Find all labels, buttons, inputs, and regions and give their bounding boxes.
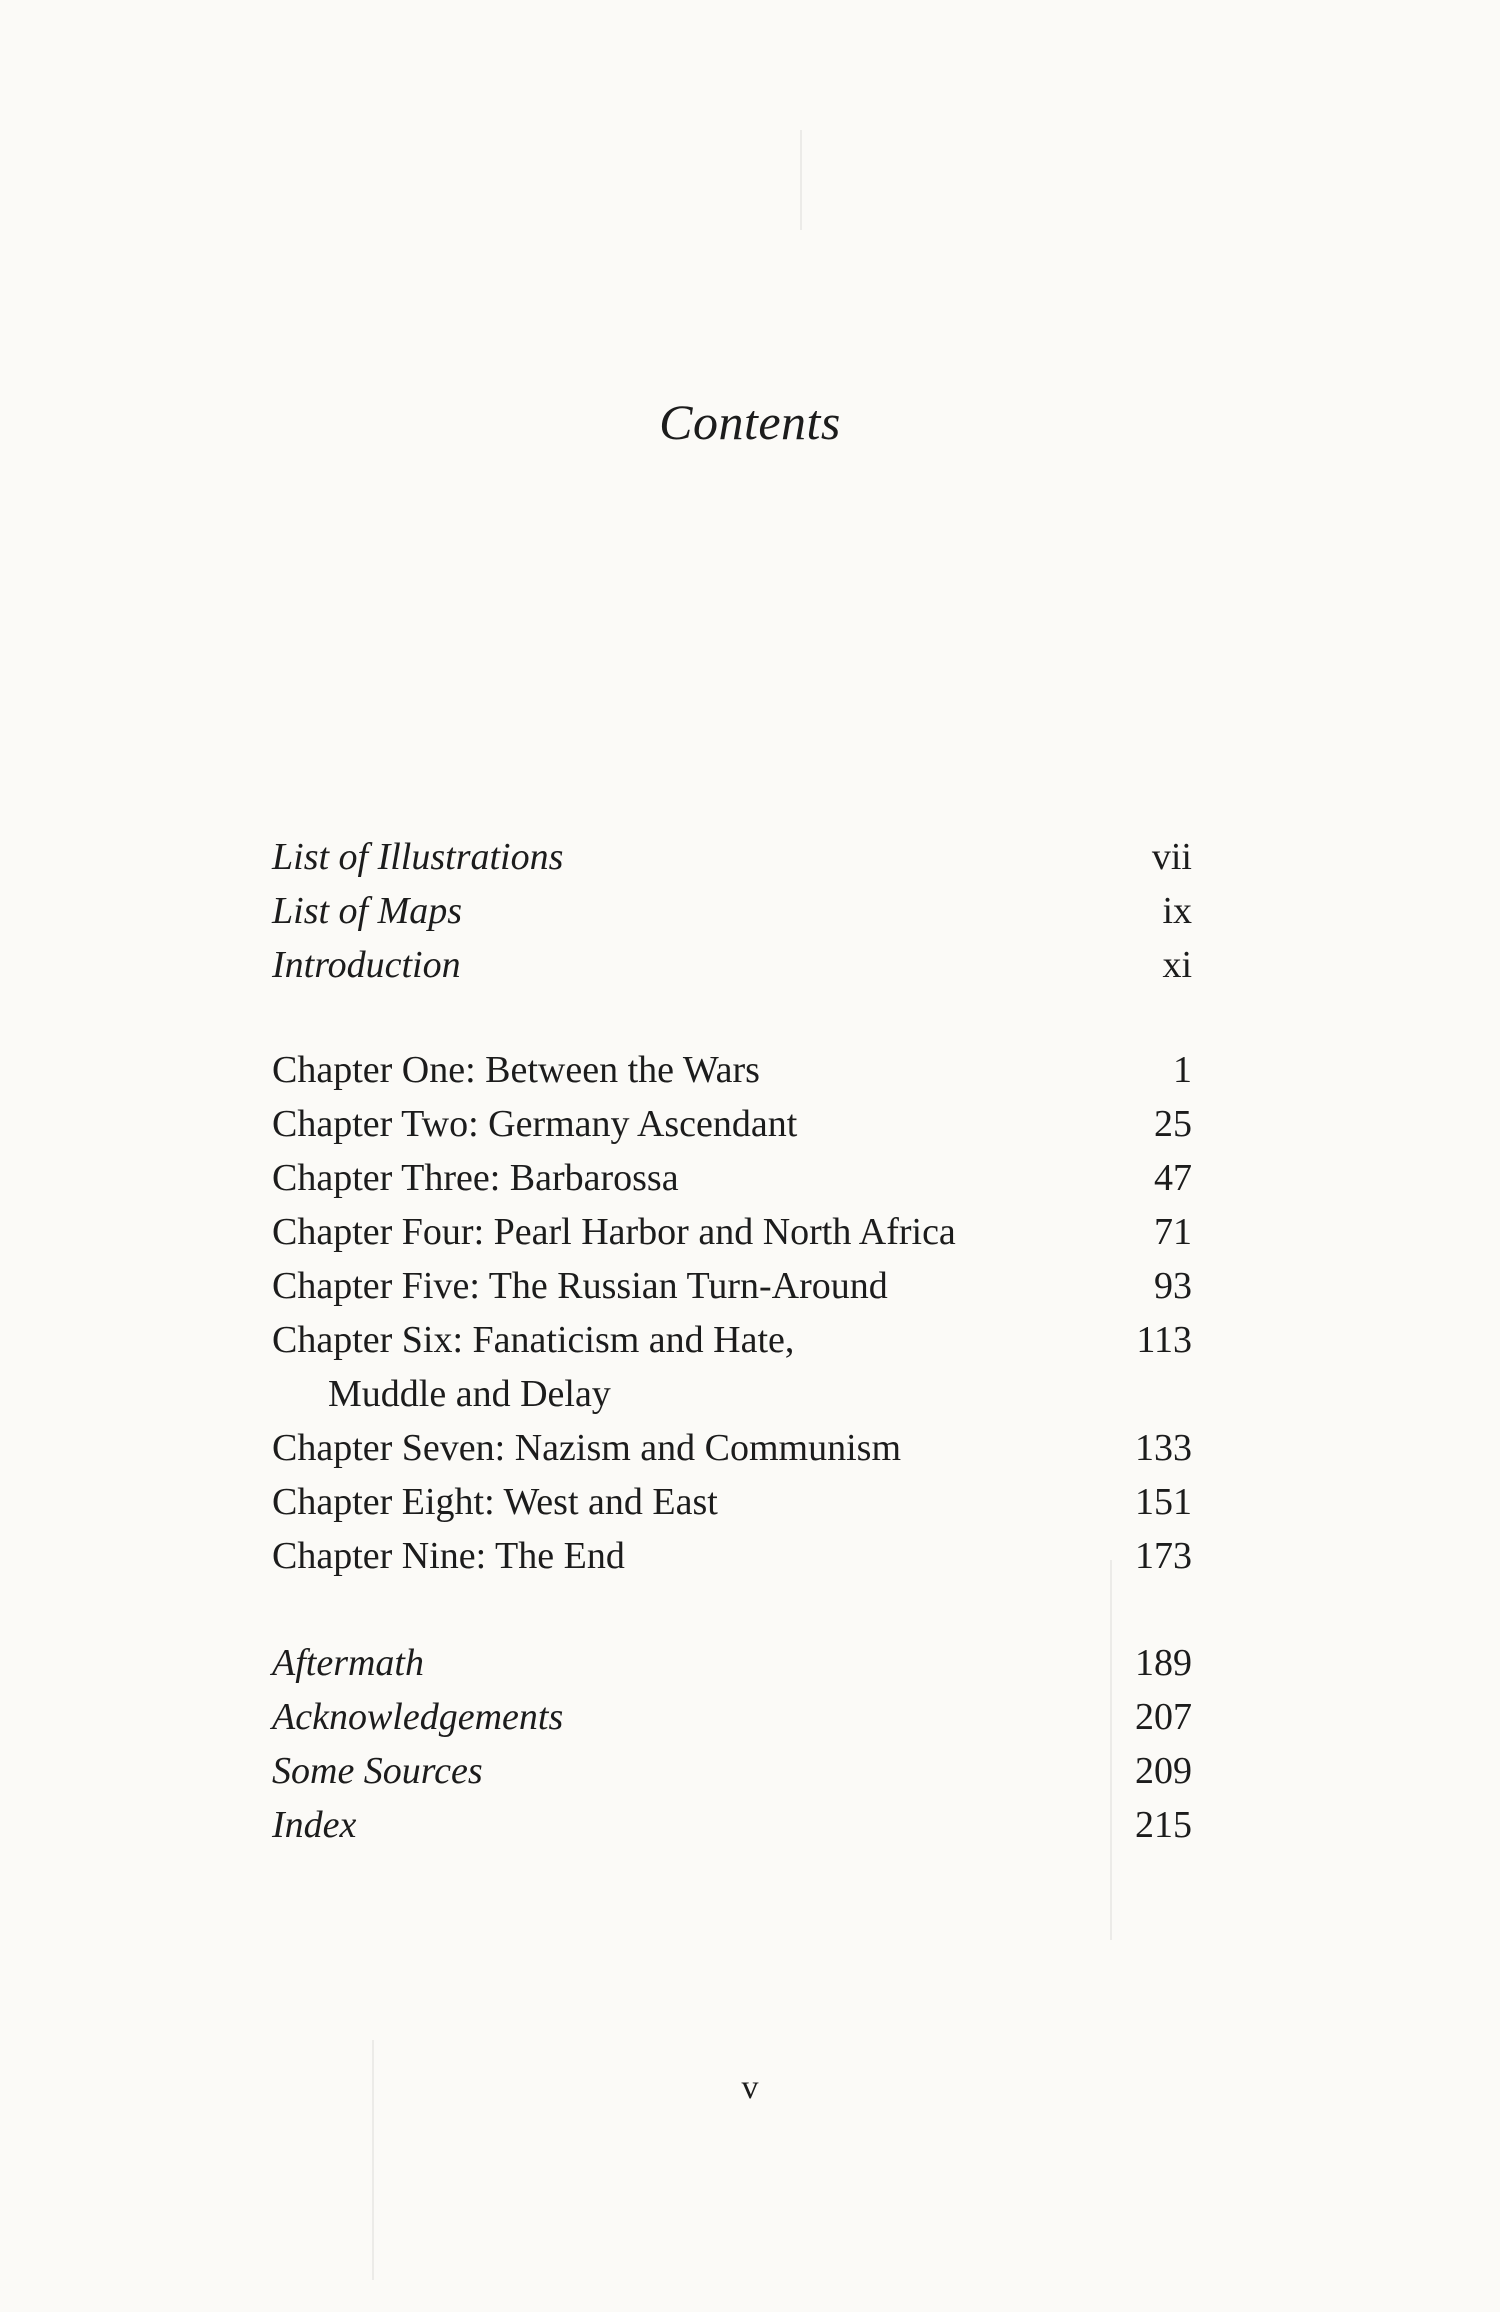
toc-entry-label: Chapter Three: Barbarossa (272, 1157, 679, 1199)
toc-entry-label: Chapter Nine: The End (272, 1535, 625, 1577)
toc-entry-chapter-nine[interactable] (272, 1529, 1192, 1583)
toc-entry-page: 215 (1135, 1804, 1192, 1846)
toc-entry-label: List of Illustrations (272, 836, 564, 878)
toc-entry-chapter-six[interactable] (272, 1313, 1192, 1367)
toc-entry-chapter-four[interactable] (272, 1205, 1192, 1259)
toc-entry-page: vii (1151, 836, 1192, 878)
toc-entry-chapter-one[interactable] (272, 1043, 1192, 1097)
toc-entry-label: Aftermath (272, 1642, 424, 1684)
toc-entry-page: 209 (1135, 1750, 1192, 1792)
toc-entry-page: 133 (1135, 1427, 1192, 1469)
toc-entry-page: 71 (1154, 1211, 1192, 1253)
toc-entry-chapter-two[interactable] (272, 1097, 1192, 1151)
toc-entry-label: Chapter Eight: West and East (272, 1481, 718, 1523)
toc-entry-list-of-maps[interactable] (272, 884, 1192, 938)
toc-entry-page: xi (1162, 944, 1192, 986)
toc-entry-chapter-seven[interactable] (272, 1421, 1192, 1475)
toc-entry-page: 25 (1154, 1103, 1192, 1145)
toc-entry-chapter-three[interactable] (272, 1151, 1192, 1205)
toc-entry-list-of-illustrations[interactable] (272, 830, 1192, 884)
toc-entry-page: ix (1162, 890, 1192, 932)
toc-entry-label: Index (272, 1804, 357, 1846)
toc-entry-label-continuation: Muddle and Delay (328, 1373, 611, 1415)
toc-entry-label: Chapter Four: Pearl Harbor and North Africa (272, 1211, 956, 1253)
toc-entry-page: 189 (1135, 1642, 1192, 1684)
toc-entry-aftermath[interactable] (272, 1636, 1192, 1690)
toc-entry-label: Some Sources (272, 1750, 483, 1792)
toc-entry-index[interactable] (272, 1798, 1192, 1852)
page-folio: v (741, 2069, 759, 2106)
toc-entry-page: 93 (1154, 1265, 1192, 1307)
contents-title: Contents (659, 394, 841, 450)
toc-entry-label: Chapter Seven: Nazism and Communism (272, 1427, 902, 1469)
toc-entry-page: 47 (1154, 1157, 1192, 1199)
toc-entry-page: 207 (1135, 1696, 1192, 1738)
toc-entry-label: Chapter Six: Fanaticism and Hate, (272, 1319, 795, 1361)
toc-entry-page: 151 (1135, 1481, 1192, 1523)
toc-entry-page: 1 (1173, 1049, 1192, 1091)
toc-entry-chapter-five[interactable] (272, 1259, 1192, 1313)
toc-entry-page: 113 (1136, 1319, 1192, 1361)
toc-entry-label: Chapter One: Between the Wars (272, 1049, 760, 1091)
toc-entry-acknowledgements[interactable] (272, 1690, 1192, 1744)
toc-entry-chapter-eight[interactable] (272, 1475, 1192, 1529)
toc-entry-page: 173 (1135, 1535, 1192, 1577)
toc-entry-label: List of Maps (272, 890, 463, 932)
toc-entry-some-sources[interactable] (272, 1744, 1192, 1798)
toc-entry-label: Chapter Five: The Russian Turn-Around (272, 1265, 888, 1307)
page-crease-top (800, 130, 802, 230)
toc-entry-introduction[interactable] (272, 938, 1192, 992)
toc-entry-chapter-six-continued (272, 1367, 1192, 1421)
toc-entry-label: Chapter Two: Germany Ascendant (272, 1103, 798, 1145)
toc-entry-label: Introduction (272, 944, 461, 986)
toc-entry-label: Acknowledgements (272, 1696, 564, 1738)
